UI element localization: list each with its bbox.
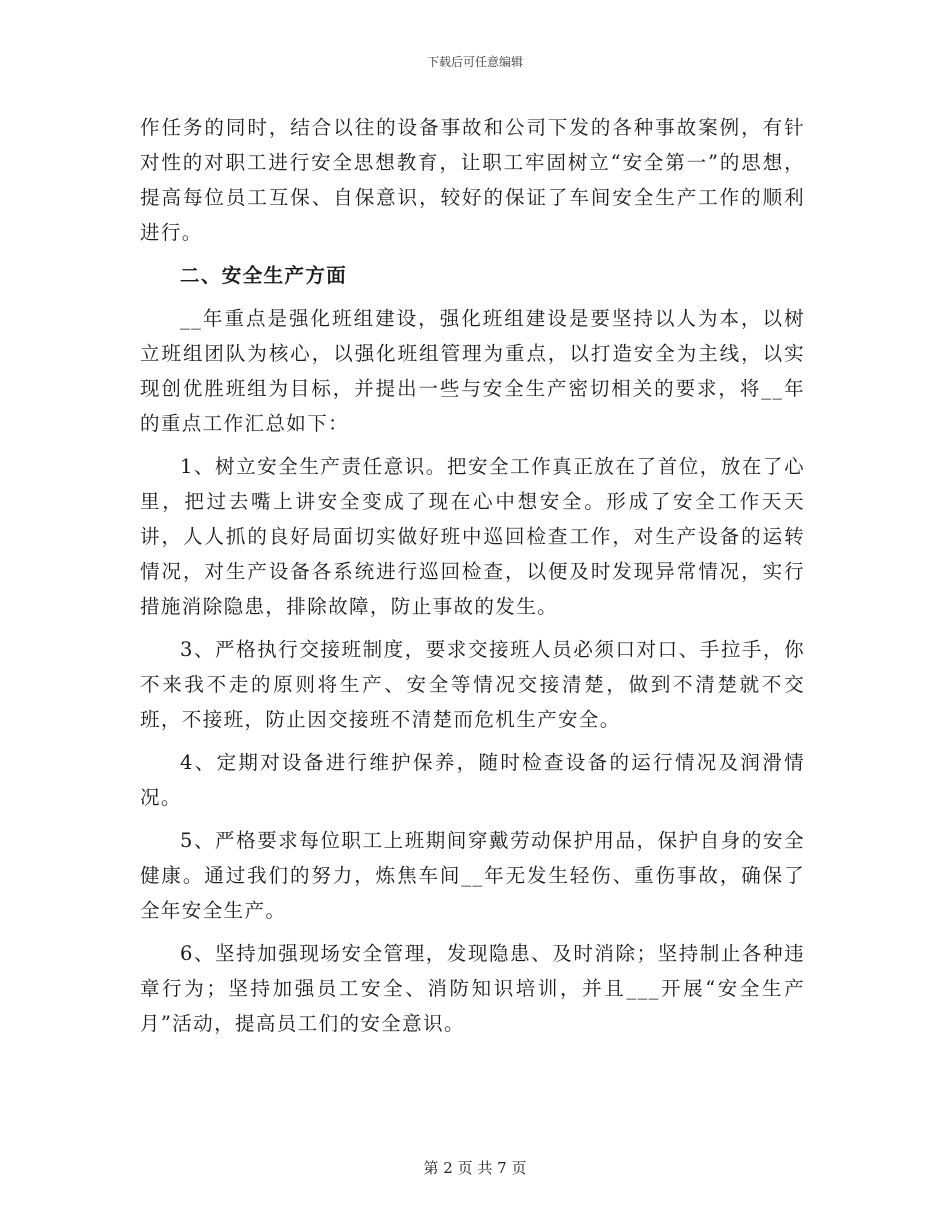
paragraph-continuation: 作任务的同时，结合以往的设备事故和公司下发的各种事故案例，有针对性的对职工进行安全思想教育，让职工牢固树立“安全第一”的思想，提高每位员工互保、自保意识，较好的保证了车间安全生产工作的顺利进行。 (140, 116, 805, 244)
page-footer: 第 2 页 共 7 页 (423, 1159, 527, 1177)
paragraph-item-6: 6、坚持加强现场安全管理，发现隐患、及时消除；坚持制止各种违章行为；坚持加强员工安全、消防知识培训，并且___开展“安全生产月”活动，提高员工们的安全意识。 (140, 942, 805, 1035)
document-body (140, 110, 805, 1049)
paragraph-item-1: 1、树立安全生产责任意识。把安全工作真正放在了首位，放在了心里，把过去嘴上讲安全变成了现在心中想安全。形成了安全工作天天讲，人人抓的良好局面切实做好班中巡回检查工作，对生产设备的运转情况，对生产设备各系统进行巡回检查，以便及时发现异常情况，实行措施消除隐患，排除故障，防止事故的发生。 (140, 455, 805, 618)
paragraph-item-5: 5、严格要求每位职工上班期间穿戴劳动保护用品，保护自身的安全健康。通过我们的努力，炼焦车间__年无发生轻伤、重伤事故，确保了全年安全生产。 (140, 829, 805, 922)
section-heading: 二、安全生产方面 (180, 264, 348, 287)
paragraph-item-4: 4、定期对设备进行维护保养，随时检查设备的运行情况及润滑情况。 (140, 751, 805, 809)
page-header: 下载后可任意编辑 (426, 55, 523, 69)
paragraph-intro: __年重点是强化班组建设，强化班组建设是要坚持以人为本，以树立班组团队为核心，以强化班组管理为重点，以打造安全为主线，以实现创优胜班组为目标，并提出一些与安全生产密切相关的要求，将__年的重点工作汇总如下： (140, 307, 805, 435)
paragraph-item-3: 3、严格执行交接班制度，要求交接班人员必须口对口、手拉手，你不来我不走的原则将生产、安全等情况交接清楚，做到不清楚就不交班，不接班，防止因交接班不清楚而危机生产安全。 (140, 638, 805, 731)
